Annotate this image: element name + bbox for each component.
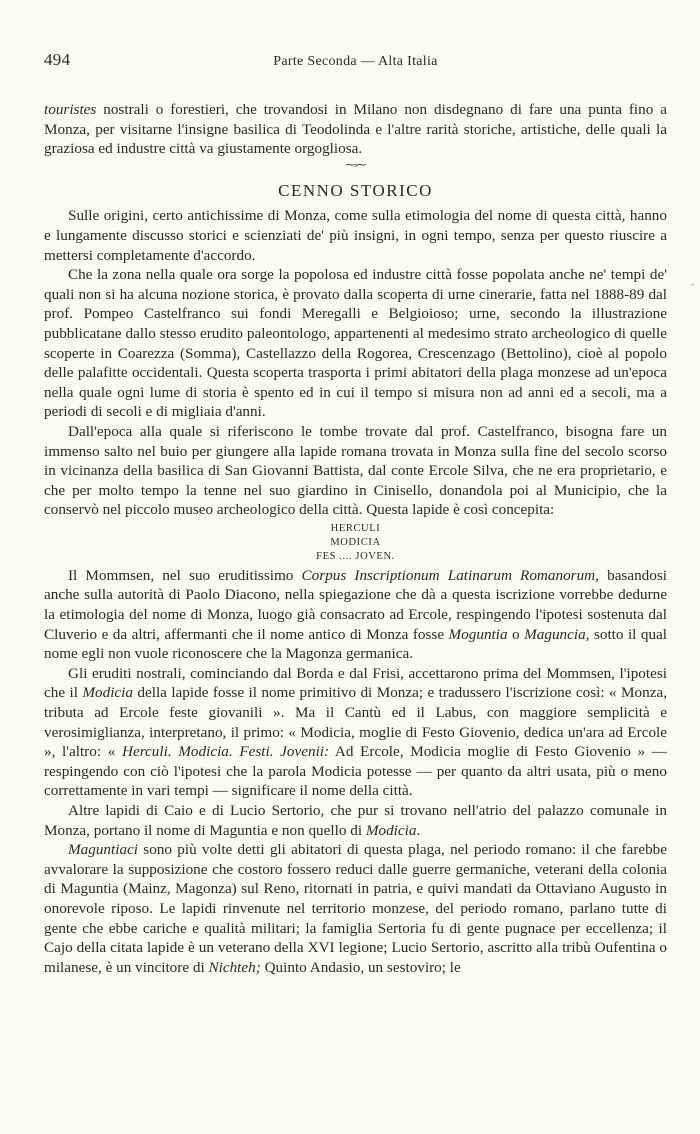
text-run: sono più volte detti gli abitatori di questa plaga, nel periodo romano: il che farebbe avvalorare la supposizione che costoro fossero reduci dalle guerre germaniche, veterani della colonia di Maguntia (Mainz, Magonza) sul Reno, ritornati in patria, e quivi mandati da Ottaviano Augusto in onorevole riposo. Le lapidi rinvenute nel territorio monzese, del periodo romano, parlano tutte di gente che ebbe cariche e qualità militari; la famiglia Sertoria fu di gente pugnace per eccellenza; il Cajo della citata lapide è un veterano della XVI legione; Lucio Sertorio, ascritto alla tribù Oufentina o milanese, è un vincitore di [44,841,667,976]
paragraph-5 [44,664,667,801]
italic-run: Moguntia [448,625,508,643]
running-title: Parte Seconda — Alta Italia [273,54,438,69]
inscription-line: HERCULI [330,522,381,534]
text-run: , basandosi anche sulla autorità di Paolo Diacono, nella spiegazione che dà a questa iscrizione vorrebbe dedurne la etimologia del nome di Monza, luogo già consacrato ad Ercole, respingendo l'ipotesi sostenuta dal Cluverio e da altri, affermanti che il nome antico di Monza fosse [44,566,667,643]
inscription-block [44,522,667,564]
italic-run: Maguncia [524,625,586,643]
margin-mark: - [691,279,694,289]
intro-paragraph [44,100,667,159]
italic-run: Nichteh; [208,958,261,976]
page-body [44,100,667,977]
italic-run: Modicia [365,821,417,839]
italic-run: Maguntiaci [68,841,139,859]
page-number: 494 [44,50,71,69]
text-run: Ad Ercole, Modicia moglie di Festo Giovenio » — respingendo con ciò l'ipotesi che la parola Modicia potesse — per quanto da altri usata, più o meno correttamente in vari tempi — significare il nome della città. [44,743,667,800]
paragraph-6 [44,801,667,840]
paragraph-4 [44,566,667,664]
inscription-line: FES .... JOVEN. [316,550,395,562]
italic-run: Herculi. Modicia. Festi. Jovenii: [121,743,330,761]
inscription-line: MODICIA [330,536,381,548]
italic-run: Corpus Inscriptionum Latinarum Romanorum [301,566,596,584]
ornament-divider: ⁓⸗⁓ [345,159,366,171]
text-run: o [507,625,525,643]
page-header [44,50,667,74]
paragraph-1: Sulle origini, certo antichissime di Monza, come sulla etimologia del nome di questa città, hanno e lungamente discusso storici e scienziati de' più insigni, in ogni tempo, senza per questo riuscire a mettersi completamente d'accordo. [44,207,667,264]
text-run: Il Mommsen, nel suo eruditissimo [68,566,302,584]
text-run: . [416,821,421,839]
paragraph-2: Che la zona nella quale ora sorge la popolosa ed industre città fosse popolata anche ne' tempi de' quali non si ha alcuna nozione storica, è provato dalla scoperta di urne cinerarie, fatta nel 1888-89 dal prof. Pompeo Castelfranco sui fondi Meregalli e Belgioioso; urne, secondo la illustrazione pubblicatane dallo stesso erudito paleontologo, appartenenti al medesimo strato archeologico di quelle scoperte in Coarezza (Somma), Castellazzo della Rogorea, Crescenzago (Bettolino), cioè al popolo delle palafitte occidentali. Questa scoperta trasporta i primi abitatori della plaga monzese ad un'epoca nella quale ogni lume di storia è spento ed in cui il tempo si misura non ad anni ed a secoli, ma a periodi di secoli e di migliaia d'anni. [44,266,667,421]
intro-lead-italic: touristes [44,101,97,118]
paragraph-3: Dall'epoca alla quale si riferiscono le tombe trovate dal prof. Castelfranco, bisogna fare un immenso salto nel buio per giungere alla lapide romana trovata in Monza sulla fine del secolo scorso in vicinanza della basilica di San Giovanni Battista, dal conte Ercole Silva, che ne era proprietario, e che per molto tempo la tenne nel suo giardino in Cinisello, donandola poi al Municipio, che la conservò nel piccolo museo archeologico della città. Questa lapide è così concepita: [44,422,667,519]
section-title: CENNO STORICO [278,180,433,200]
text-run: Gli eruditi nostrali, cominciando dal Borda e dal Frisi, accettarono prima del Mommsen, l'ipotesi che il [44,664,667,702]
italic-run: Modicia [82,684,133,702]
text-run: Quinto Andasio, un sestoviro; le [260,958,461,976]
intro-text: nostrali o forestieri, che trovandosi in Milano non disdegnano di fare una punta fino a Monza, per visitarne l'insigne basilica di Teodolinda e l'altre rarità storiche, artistiche, delle quali la graziosa ed industre città va giustamente orgogliosa. [44,101,667,158]
paragraph-7 [44,840,667,977]
text-run: della lapide fosse il nome primitivo di Monza; e tradussero l'iscrizione così: « Monza, tributa ad Ercole feste giovanili ». Ma il Cantù ed il Labus, con maggiore semplicità e verosimiglianza, interpretano, il primo: « Modicia, moglie di Festo Giovenio, dedica un'ara ad Ercole », l'altro: « [44,684,668,761]
text-run: , sotto il qual nome egli non vuole riconoscere che la Magonza germanica. [44,625,668,663]
text-run: Altre lapidi di Caio e di Lucio Sertorio, che pur si trovano nell'atrio del palazzo comunale in Monza, portano il nome di Maguntia e non quello di [44,802,667,839]
